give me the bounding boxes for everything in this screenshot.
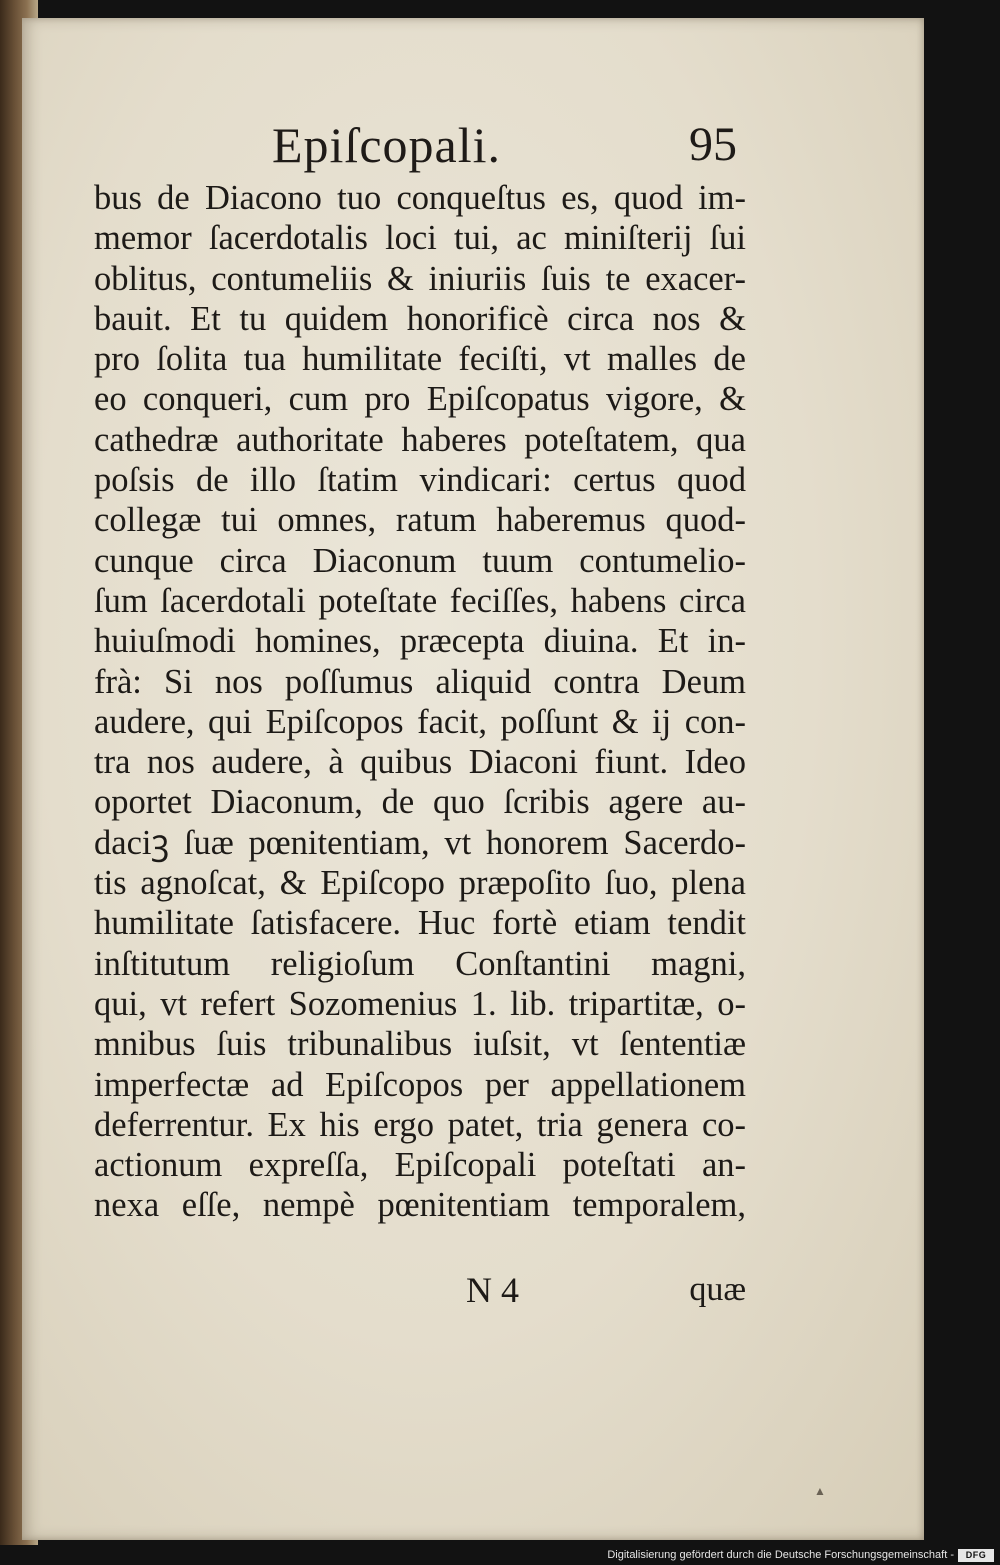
text-line: mnibus ſuis tribunalibus iuſsit, vt ſententiæ [94, 1025, 746, 1064]
text-line: daciꝫ ſuæ pœnitentiam, vt honorem Sacerdo- [94, 823, 746, 862]
text-line: oportet Diaconum, de quo ſcribis agere au- [94, 783, 746, 822]
text-line: frà: Si nos poſſumus aliquid contra Deum [94, 662, 746, 701]
text-line: ſum ſacerdotali poteſtate feciſſes, habens circa [94, 581, 746, 620]
text-line: inſtitutum religioſum Conſtantini magni, [94, 944, 746, 983]
text-line: tra nos audere, à quibus Diaconi fiunt. Ideo [94, 743, 746, 782]
running-head [272, 110, 737, 180]
running-title: Epiſcopali. [272, 117, 501, 173]
text-line: tis agnoſcat, & Epiſcopo præpoſito ſuo, plena [94, 864, 746, 903]
text-line: poſsis de illo ſtatim vindicari: certus quod [94, 461, 746, 500]
book-page [22, 18, 924, 1540]
text-line: collegæ tui omnes, ratum haberemus quod- [94, 501, 746, 540]
text-line: memor ſacerdotalis loci tui, ac miniſterij ſui [94, 219, 746, 258]
text-line: cathedræ authoritate haberes poteſtatem, qua [94, 420, 746, 459]
page-number: 95 [689, 118, 737, 171]
text-line: actionum expreſſa, Epiſcopali poteſtati an- [94, 1146, 746, 1185]
text-line: imperfectæ ad Epiſcopos per appellationem [94, 1065, 746, 1104]
text-line: humilitate ſatisfacere. Huc fortè etiam tendit [94, 904, 746, 943]
text-line: huiuſmodi homines, præcepta diuina. Et in- [94, 622, 746, 661]
text-line: nexa eſſe, nempè pœnitentiam temporalem, [94, 1186, 746, 1225]
signature-mark: N 4 [466, 1270, 519, 1310]
body-text [94, 178, 746, 1226]
digitization-credit: Digitalisierung gefördert durch die Deutsche Forschungsgemeinschaft - [607, 1549, 954, 1561]
catchword: quæ [689, 1271, 746, 1308]
dfg-logo: DFG [958, 1549, 994, 1562]
ink-speck: ▲ [814, 1484, 826, 1498]
text-line: oblitus, contumeliis & iniuriis ſuis te exacer- [94, 259, 746, 298]
text-line: audere, qui Epiſcopos facit, poſſunt & ij con- [94, 702, 746, 741]
text-line: bus de Diacono tuo conqueſtus es, quod im- [94, 179, 746, 217]
text-line: eo conqueri, cum pro Epiſcopatus vigore, & [94, 380, 746, 419]
text-line: bauit. Et tu quidem honorificè circa nos & [94, 299, 746, 338]
text-line: deferrentur. Ex his ergo patet, tria genera co- [94, 1105, 746, 1144]
page-footer [94, 1268, 746, 1312]
text-line: cunque circa Diaconum tuum contumelio- [94, 541, 746, 580]
text-line: qui, vt refert Sozomenius 1. lib. tripartitæ, o- [94, 984, 746, 1023]
text-line: pro ſolita tua humilitate feciſti, vt malles de [94, 340, 746, 379]
